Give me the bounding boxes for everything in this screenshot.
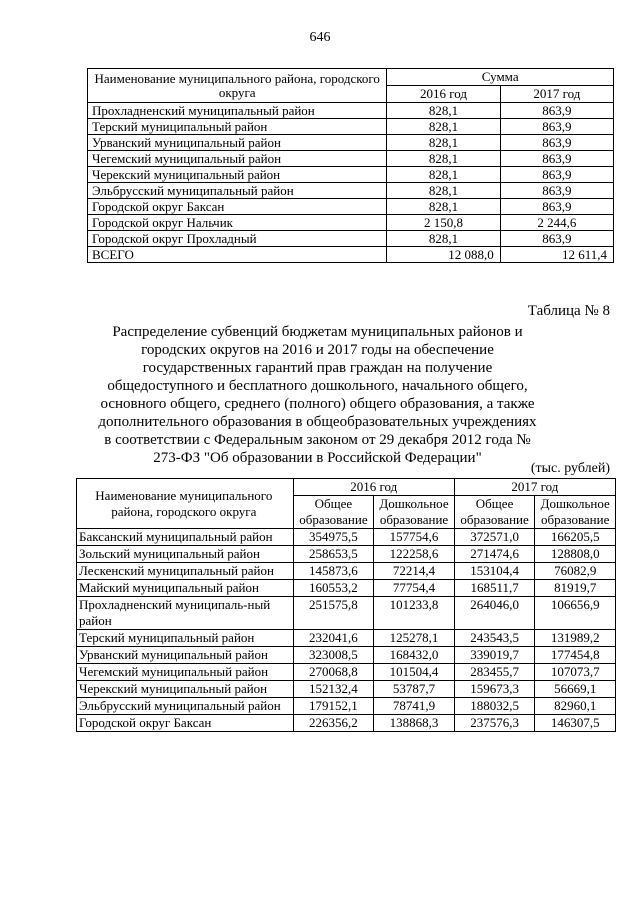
table-row xyxy=(77,664,616,681)
row-name: Прохладненский муниципаль-ный район xyxy=(77,597,294,630)
general-2017: 264046,0 xyxy=(454,597,535,630)
total-2016: 12 088,0 xyxy=(387,247,500,263)
row-name: Эльбрусский муниципальный район xyxy=(77,698,294,715)
subsidy-table-1 xyxy=(87,68,614,263)
general-2016: 179152,1 xyxy=(293,698,374,715)
table-row xyxy=(88,135,614,151)
general-2016: 160553,2 xyxy=(293,580,374,597)
preschool-2017: 128808,0 xyxy=(535,546,616,563)
preschool-2017: 56669,1 xyxy=(535,681,616,698)
total-2017: 12 611,4 xyxy=(500,247,613,263)
preschool-2016: 78741,9 xyxy=(374,698,455,715)
general-2017: 243543,5 xyxy=(454,630,535,647)
value-2017: 863,9 xyxy=(500,183,613,199)
row-name: Черекский муниципальный район xyxy=(88,167,387,183)
row-name: Черекский муниципальный район xyxy=(77,681,294,698)
preschool-2016: 53787,7 xyxy=(374,681,455,698)
preschool-2017: 131989,2 xyxy=(535,630,616,647)
general-2017: 159673,3 xyxy=(454,681,535,698)
table-row xyxy=(88,199,614,215)
general-2016: 152132,4 xyxy=(293,681,374,698)
value-2017: 863,9 xyxy=(500,135,613,151)
general-2016: 354975,5 xyxy=(293,529,374,546)
row-name: Терский муниципальный район xyxy=(77,630,294,647)
value-2017: 863,9 xyxy=(500,151,613,167)
preschool-2016: 122258,6 xyxy=(374,546,455,563)
general-2017: 283455,7 xyxy=(454,664,535,681)
row-name: Прохладненский муниципальный район xyxy=(88,103,387,119)
page-number: 646 xyxy=(309,30,331,45)
preschool-2017: 76082,9 xyxy=(535,563,616,580)
table-row xyxy=(88,119,614,135)
table-row xyxy=(77,681,616,698)
row-name: Чегемский муниципальный район xyxy=(77,664,294,681)
table-row xyxy=(77,647,616,664)
preschool-2016: 77754,4 xyxy=(374,580,455,597)
column-header-2016: 2016 год xyxy=(293,479,454,496)
value-2017: 2 244,6 xyxy=(500,215,613,231)
preschool-2016: 168432,0 xyxy=(374,647,455,664)
value-2016: 828,1 xyxy=(387,199,500,215)
row-name: Баксанский муниципальный район xyxy=(77,529,294,546)
table-row xyxy=(88,215,614,231)
general-2016: 323008,5 xyxy=(293,647,374,664)
column-header-2017: 2017 год xyxy=(500,86,613,103)
column-header-2017: 2017 год xyxy=(454,479,615,496)
row-name: Городской округ Баксан xyxy=(88,199,387,215)
value-2017: 863,9 xyxy=(500,119,613,135)
value-2016: 828,1 xyxy=(387,183,500,199)
value-2016: 2 150,8 xyxy=(387,215,500,231)
preschool-2017: 81919,7 xyxy=(535,580,616,597)
preschool-2017: 107073,7 xyxy=(535,664,616,681)
value-2016: 828,1 xyxy=(387,135,500,151)
general-2016: 232041,6 xyxy=(293,630,374,647)
value-2016: 828,1 xyxy=(387,167,500,183)
general-2017: 339019,7 xyxy=(454,647,535,664)
general-2017: 271474,6 xyxy=(454,546,535,563)
table-row xyxy=(88,103,614,119)
value-2017: 863,9 xyxy=(500,167,613,183)
row-name: Урванский муниципальный район xyxy=(88,135,387,151)
table-row xyxy=(88,231,614,247)
general-2017: 188032,5 xyxy=(454,698,535,715)
preschool-2017: 166205,5 xyxy=(535,529,616,546)
preschool-2016: 72214,4 xyxy=(374,563,455,580)
general-2016: 270068,8 xyxy=(293,664,374,681)
table-title: Распределение субвенций бюджетам муниципальных районов и городских округов на 2016 и 2017 годы на обеспечение государственных гарантий прав граждан на получение общедоступного и бесплатного дошкольного, начального общего, основного общего, среднего (полного) общего образования, а также дополнительного образования в общеобразовательных учреждениях в соответствии с Федеральным законом от 29 декабря 2012 года № 273-ФЗ "Об образовании в Российской Федерации" xyxy=(98,324,537,466)
column-header-general-2017: Общее образование xyxy=(454,496,535,529)
general-2017: 153104,4 xyxy=(454,563,535,580)
table-row xyxy=(77,630,616,647)
table-row xyxy=(88,151,614,167)
table-row xyxy=(88,183,614,199)
preschool-2017: 177454,8 xyxy=(535,647,616,664)
total-label: ВСЕГО xyxy=(88,247,387,263)
value-2017: 863,9 xyxy=(500,199,613,215)
table-row xyxy=(77,580,616,597)
general-2017: 237576,3 xyxy=(454,715,535,732)
column-header-preschool-2016: Дошкольное образование xyxy=(374,496,455,529)
total-row xyxy=(88,247,614,263)
table-row xyxy=(77,546,616,563)
row-name: Эльбрусский муниципальный район xyxy=(88,183,387,199)
table-row xyxy=(77,597,616,630)
preschool-2016: 138868,3 xyxy=(374,715,455,732)
value-2016: 828,1 xyxy=(387,151,500,167)
value-2016: 828,1 xyxy=(387,231,500,247)
column-header-preschool-2017: Дошкольное образование xyxy=(535,496,616,529)
row-name: Лескенский муниципальный район xyxy=(77,563,294,580)
row-name: Зольский муниципальный район xyxy=(77,546,294,563)
table-number: Таблица № 8 xyxy=(527,303,610,319)
subsidy-table-8 xyxy=(76,478,616,732)
general-2016: 145873,6 xyxy=(293,563,374,580)
preschool-2017: 146307,5 xyxy=(535,715,616,732)
value-2016: 828,1 xyxy=(387,119,500,135)
value-2016: 828,1 xyxy=(387,103,500,119)
preschool-2017: 106656,9 xyxy=(535,597,616,630)
general-2016: 251575,8 xyxy=(293,597,374,630)
units-label: (тыс. рублей) xyxy=(530,461,610,476)
preschool-2016: 101233,8 xyxy=(374,597,455,630)
table-row xyxy=(88,167,614,183)
row-name: Городской округ Баксан xyxy=(77,715,294,732)
table-row xyxy=(77,715,616,732)
preschool-2016: 101504,4 xyxy=(374,664,455,681)
row-name: Терский муниципальный район xyxy=(88,119,387,135)
column-header-2016: 2016 год xyxy=(387,86,500,103)
general-2016: 226356,2 xyxy=(293,715,374,732)
row-name: Городской округ Нальчик xyxy=(88,215,387,231)
general-2016: 258653,5 xyxy=(293,546,374,563)
table-row xyxy=(77,698,616,715)
preschool-2016: 157754,6 xyxy=(374,529,455,546)
column-header-sum: Сумма xyxy=(387,69,614,86)
value-2017: 863,9 xyxy=(500,103,613,119)
column-header-name: Наименование муниципального района, городского округа xyxy=(88,69,387,103)
table-row xyxy=(77,529,616,546)
row-name: Чегемский муниципальный район xyxy=(88,151,387,167)
column-header-general-2016: Общее образование xyxy=(293,496,374,529)
row-name: Майский муниципальный район xyxy=(77,580,294,597)
preschool-2016: 125278,1 xyxy=(374,630,455,647)
general-2017: 372571,0 xyxy=(454,529,535,546)
table-row xyxy=(77,563,616,580)
row-name: Городской округ Прохладный xyxy=(88,231,387,247)
preschool-2017: 82960,1 xyxy=(535,698,616,715)
general-2017: 168511,7 xyxy=(454,580,535,597)
column-header-name: Наименование муниципального района, городского округа xyxy=(77,479,294,529)
value-2017: 863,9 xyxy=(500,231,613,247)
row-name: Урванский муниципальный район xyxy=(77,647,294,664)
